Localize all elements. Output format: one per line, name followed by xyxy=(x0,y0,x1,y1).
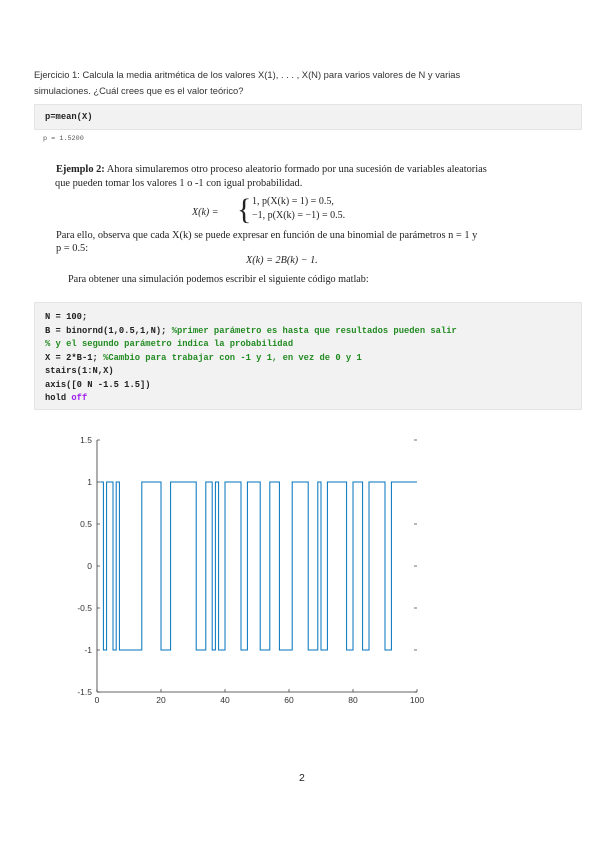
formula-lhs: X(k) = xyxy=(192,207,219,218)
equation: X(k) = 2B(k) − 1. xyxy=(246,255,318,266)
binomial-line-2: p = 0.5: xyxy=(56,243,89,254)
y-tick-label: 1 xyxy=(87,477,92,487)
code-line-6: axis([0 N -1.5 1.5]) xyxy=(45,379,151,390)
y-tick-label: -0.5 xyxy=(77,603,92,613)
example-2-paragraph xyxy=(55,163,556,189)
binomial-paragraph xyxy=(56,230,596,254)
x-tick-label: 0 xyxy=(94,695,100,705)
y-tick-label: -1 xyxy=(84,645,92,655)
exercise-1-line-2: simulaciones. ¿Cuál crees que es el valor teórico? xyxy=(34,85,244,96)
code-line-4: X = 2*B-1; xyxy=(45,352,104,363)
formula-brace: { xyxy=(237,193,252,226)
y-tick-label: -1.5 xyxy=(77,687,92,697)
x-tick-label: 20 xyxy=(156,695,166,705)
x-tick-label: 60 xyxy=(284,695,294,705)
code-block-mean xyxy=(34,104,582,130)
formula-case-1: 1, p(X(k) = 1) = 0.5, xyxy=(252,196,334,207)
exercise-1-text xyxy=(34,67,574,99)
formula-case-2: −1, p(X(k) = −1) = 0.5. xyxy=(252,210,346,221)
code-line-5: stairs(1:N,X) xyxy=(45,366,114,376)
example-2-line-2: que pueden tomar los valores 1 o -1 con igual probabilidad. xyxy=(55,178,303,189)
y-tick-label: 1.5 xyxy=(80,435,92,445)
page-number: 2 xyxy=(299,772,305,784)
binomial-line-1: Para ello, observa que cada X(k) se puede expresar en función de una binomial de parámetros n = 1 y xyxy=(56,230,478,241)
example-2-text: Ahora simularemos otro proceso aleatorio formado por una sucesión de variables aleatorias xyxy=(104,164,487,175)
x-tick-label: 80 xyxy=(348,695,358,705)
code-comment: %primer parámetro es hasta que resultados pueden salir xyxy=(171,325,457,336)
code-lines xyxy=(45,311,457,406)
exercise-1-line-1: Ejercicio 1: Calcula la media aritmética de los valores X(1), . . . , X(N) para varios valores de N y varias xyxy=(34,69,461,80)
code-line: p=mean(X) xyxy=(45,112,93,122)
matlab-intro: Para obtener una simulación podemos escribir el siguiente código matlab: xyxy=(68,274,369,285)
code-output: p = 1.5200 xyxy=(43,135,84,143)
code-keyword: off xyxy=(71,393,88,403)
example-2-heading: Ejemplo 2: xyxy=(56,164,105,175)
stairs-series xyxy=(100,482,417,650)
code-line-1: N = 100; xyxy=(45,312,88,322)
code-line-7: hold xyxy=(45,393,72,403)
code-comment: %Cambio para trabajar con -1 y 1, en vez de 0 y 1 xyxy=(103,352,362,363)
stairs-chart xyxy=(55,430,435,715)
x-tick-label: 40 xyxy=(220,695,230,705)
code-comment: % y el segundo parámetro indica la probabilidad xyxy=(45,339,294,349)
code-line-2: B = binornd(1,0.5,1,N); xyxy=(45,325,172,336)
y-tick-label: 0 xyxy=(87,561,92,571)
x-tick-label: 100 xyxy=(409,695,425,705)
code-block-simulation xyxy=(34,302,582,410)
y-tick-label: 0.5 xyxy=(80,519,92,529)
